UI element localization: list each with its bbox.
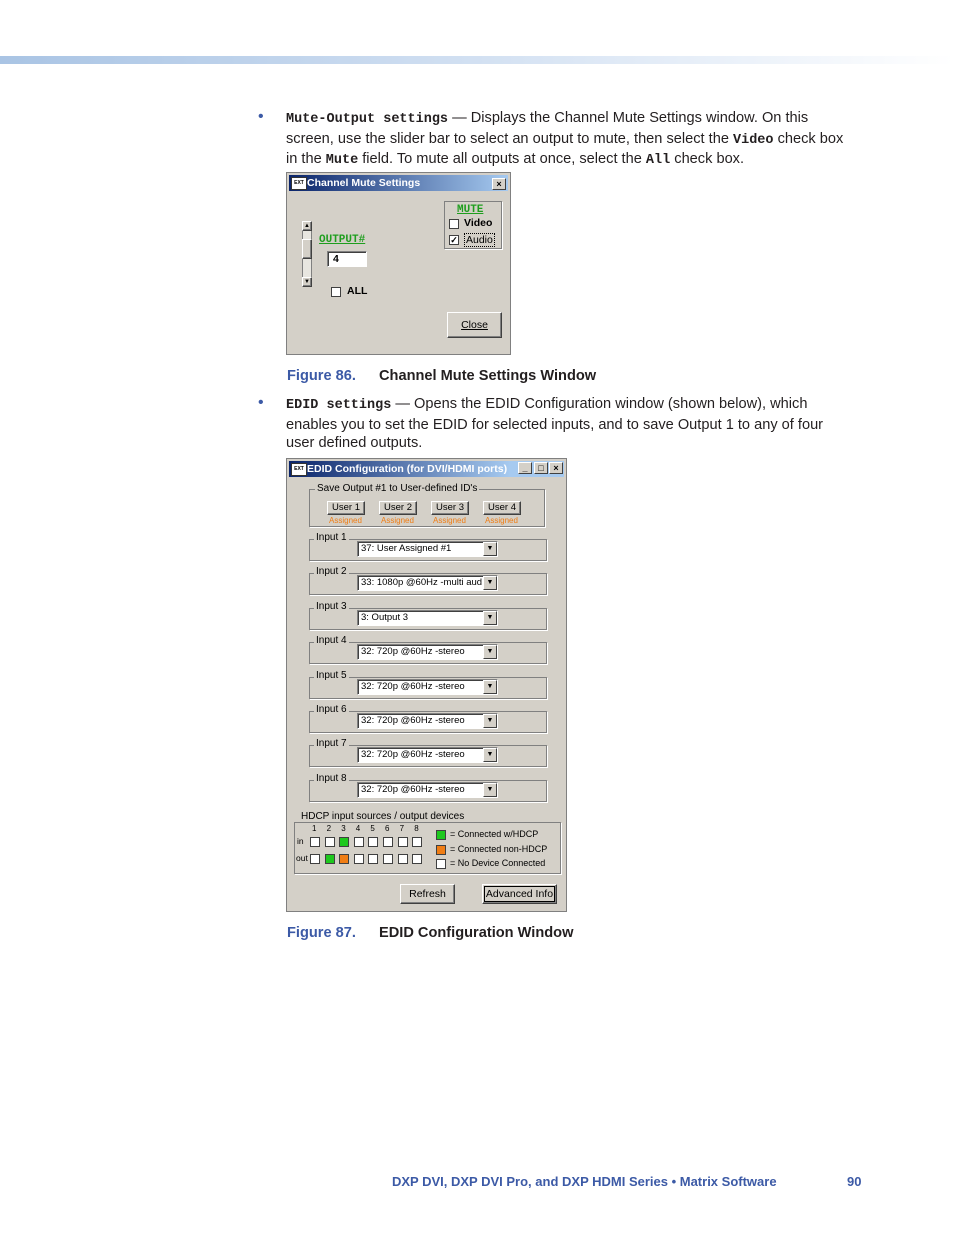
output-7-hdcp-indicator xyxy=(398,854,408,864)
video-label: Video xyxy=(464,217,493,229)
chevron-down-icon[interactable]: ▼ xyxy=(483,714,497,728)
slider-thumb[interactable] xyxy=(302,239,312,259)
advanced-info-button[interactable]: Advanced Info xyxy=(482,884,557,904)
input-4-edid-value: 32: 720p @60Hz -stereo xyxy=(361,646,465,658)
input-8-hdcp-indicator xyxy=(412,837,422,847)
close-icon[interactable]: × xyxy=(492,178,506,190)
output-6-hdcp-indicator xyxy=(383,854,393,864)
input-6-edid-select[interactable] xyxy=(357,713,498,729)
input-5-edid-select[interactable] xyxy=(357,679,498,695)
user-3-status: Assigned xyxy=(433,516,466,525)
mute-window-titlebar xyxy=(289,175,508,191)
figure-86-number: Figure 86. xyxy=(287,368,356,384)
user-3-button[interactable]: User 3 xyxy=(431,501,469,515)
hdcp-group-label: HDCP input sources / output devices xyxy=(301,811,465,822)
app-icon: EXT xyxy=(291,463,307,476)
edid-window-title: EDID Configuration (for DVI/HDMI ports) xyxy=(307,463,508,475)
output-4-hdcp-indicator xyxy=(354,854,364,864)
input-7-edid-select[interactable] xyxy=(357,747,498,763)
input-3-edid-select[interactable] xyxy=(357,610,498,626)
port-number: 2 xyxy=(326,824,332,833)
footer xyxy=(392,1174,862,1189)
user-1-status: Assigned xyxy=(329,516,362,525)
bullet-icon: • xyxy=(258,108,264,125)
save-output-group-label: Save Output #1 to User-defined ID's xyxy=(317,483,478,494)
output-number-field[interactable]: 4 xyxy=(327,251,367,267)
all-label: ALL xyxy=(347,285,368,297)
input-1-edid-value: 37: User Assigned #1 xyxy=(361,543,452,554)
minimize-icon[interactable]: _ xyxy=(518,462,532,474)
input-7-label: Input 7 xyxy=(316,738,347,750)
legend-hdcp-swatch xyxy=(436,830,446,840)
user-1-button[interactable]: User 1 xyxy=(327,501,365,515)
input-5-label: Input 5 xyxy=(316,669,347,681)
input-2-hdcp-indicator xyxy=(325,837,335,847)
code-video: Video xyxy=(733,132,774,148)
figure-87-title: EDID Configuration Window xyxy=(379,925,574,941)
input-1-edid-select[interactable] xyxy=(357,541,498,557)
input-1-label: Input 1 xyxy=(316,532,347,543)
chevron-down-icon[interactable]: ▼ xyxy=(483,748,497,762)
input-1-hdcp-indicator xyxy=(310,837,320,847)
chevron-down-icon[interactable]: ▼ xyxy=(483,542,497,556)
input-8-label: Input 8 xyxy=(316,772,347,784)
port-number: 8 xyxy=(414,824,419,833)
app-icon: EXT xyxy=(291,177,307,190)
figure-87-caption xyxy=(287,925,573,941)
output-label: OUTPUT# xyxy=(319,234,366,246)
input-6-label: Input 6 xyxy=(316,704,347,715)
output-1-hdcp-indicator xyxy=(310,854,320,864)
mute-group xyxy=(444,201,502,249)
user-2-button[interactable]: User 2 xyxy=(379,501,417,515)
input-5-hdcp-indicator xyxy=(368,837,378,847)
mute-output-description: Mute-Output settings — Displays the Channel Mute Settings window. On this screen, use the slider bar to select an output to mute, then select the Video check box in the Mute field. To mute all outputs at once, select the All check box. xyxy=(286,110,844,169)
channel-mute-settings-window xyxy=(286,172,511,355)
input-6-hdcp-indicator xyxy=(383,837,393,847)
input-3-edid-value: 3: Output 3 xyxy=(361,611,409,623)
legend-none-swatch xyxy=(436,859,446,869)
user-2-status: Assigned xyxy=(381,516,414,525)
chevron-down-icon[interactable]: ▼ xyxy=(483,680,497,694)
audio-label: Audio xyxy=(466,234,493,246)
footer-title: DXP DVI, DXP DVI Pro, and DXP HDMI Series • Matrix Software xyxy=(392,1174,777,1189)
code-mute: Mute xyxy=(325,153,359,169)
input-8-edid-select[interactable] xyxy=(357,782,498,798)
bullet-icon: • xyxy=(258,394,264,411)
port-number: 6 xyxy=(385,824,390,833)
output-3-hdcp-indicator xyxy=(339,854,349,864)
port-number: 1 xyxy=(312,824,317,833)
port-number: 7 xyxy=(399,824,405,833)
figure-87-number: Figure 87. xyxy=(287,925,356,941)
mute-window-title: Channel Mute Settings xyxy=(307,177,421,189)
input-7-hdcp-indicator xyxy=(398,837,408,847)
slider-down-arrow-icon[interactable]: ▼ xyxy=(302,277,312,287)
maximize-icon[interactable]: □ xyxy=(534,462,548,474)
input-4-hdcp-indicator xyxy=(354,837,364,847)
output-2-hdcp-indicator xyxy=(325,854,335,864)
input-4-edid-select[interactable] xyxy=(357,644,498,660)
header-rule xyxy=(0,56,954,64)
out-label: out xyxy=(296,853,308,863)
close-button[interactable]: Close xyxy=(447,312,502,338)
close-icon[interactable]: × xyxy=(549,462,563,474)
mute-label: MUTE xyxy=(457,204,484,216)
page-number: 90 xyxy=(847,1174,862,1189)
legend-nonhdcp-label: = Connected non-HDCP xyxy=(450,843,548,854)
port-number: 4 xyxy=(355,824,361,833)
chevron-down-icon[interactable]: ▼ xyxy=(483,783,497,797)
in-label: in xyxy=(297,836,304,846)
term-mute-output-settings: Mute-Output settings xyxy=(286,112,449,127)
input-5-edid-value: 32: 720p @60Hz -stereo xyxy=(361,680,465,692)
slider-up-arrow-icon[interactable]: ▲ xyxy=(302,221,312,231)
input-2-edid-value: 33: 1080p @60Hz -multi aud xyxy=(361,577,483,589)
input-6-edid-value: 32: 720p @60Hz -stereo xyxy=(361,715,465,726)
edid-configuration-window xyxy=(286,458,567,912)
input-4-label: Input 4 xyxy=(316,635,347,647)
refresh-button[interactable]: Refresh xyxy=(400,884,455,904)
figure-86-title: Channel Mute Settings Window xyxy=(379,368,597,384)
legend-hdcp-label: = Connected w/HDCP xyxy=(450,829,539,839)
edid-settings-description: EDID settings — Opens the EDID Configuration window (shown below), which enables you to set the EDID for selected inputs, and to save Output 1 to any of four user defined outputs. xyxy=(286,396,824,452)
user-4-button[interactable]: User 4 xyxy=(483,501,521,515)
edid-window-titlebar xyxy=(289,461,510,477)
output-8-hdcp-indicator xyxy=(412,854,422,864)
chevron-down-icon[interactable]: ▼ xyxy=(483,645,497,659)
input-7-edid-value: 32: 720p @60Hz -stereo xyxy=(361,749,465,761)
video-checkbox[interactable] xyxy=(449,219,459,229)
legend-nonhdcp-swatch xyxy=(436,845,446,855)
input-3-hdcp-indicator xyxy=(339,837,349,847)
chevron-down-icon[interactable]: ▼ xyxy=(483,576,497,590)
port-number: 5 xyxy=(370,824,375,833)
all-checkbox[interactable] xyxy=(331,287,341,297)
input-3-label: Input 3 xyxy=(316,600,347,612)
figure-86-caption xyxy=(287,368,596,384)
input-2-label: Input 2 xyxy=(316,566,347,578)
code-all: All xyxy=(645,153,671,169)
input-8-edid-value: 32: 720p @60Hz -stereo xyxy=(361,783,465,795)
term-edid-settings: EDID settings xyxy=(286,398,392,413)
chevron-down-icon[interactable]: ▼ xyxy=(483,611,497,625)
port-number: 3 xyxy=(341,824,346,833)
user-4-status: Assigned xyxy=(485,516,518,525)
input-2-edid-select[interactable] xyxy=(357,575,498,591)
output-5-hdcp-indicator xyxy=(368,854,378,864)
legend-none-label: = No Device Connected xyxy=(450,858,546,868)
audio-checkbox[interactable]: ✓ xyxy=(450,235,458,245)
